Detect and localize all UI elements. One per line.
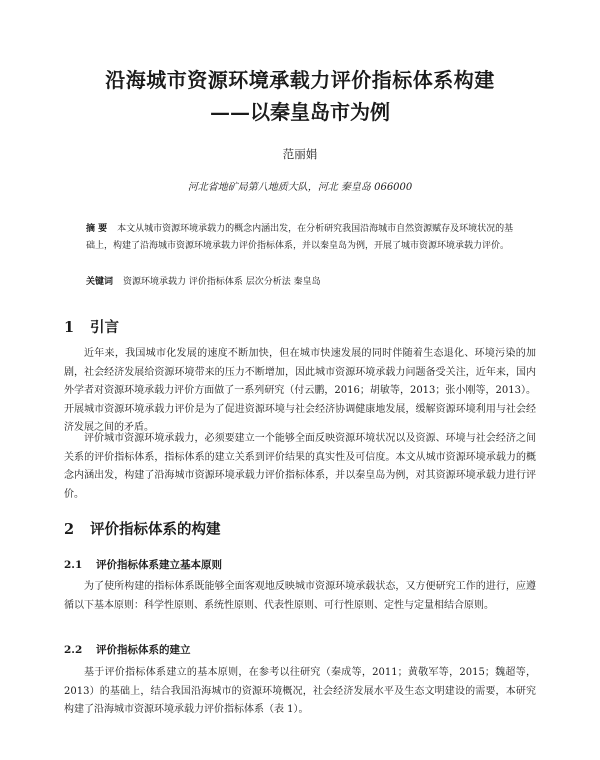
section-heading [64, 316, 119, 337]
body-paragraph: 为了使所构建的指标体系既能够全面客观地反映城市资源环境承载状态，又方便研究工作的进行，应遵循以下基本原则：科学性原则、系统性原则、代表性原则、可行性原则、定性与定量相结合原则。 [64, 581, 536, 611]
abstract [86, 221, 518, 255]
body-paragraph: 评价城市资源环境承载力，必须要建立一个能够全面反映资源环境状况以及资源、环境与社会经济之间关系的评价指标体系，指标体系的建立关系到评价结果的真实性及可信度。本文从城市资源环境承载力的概念内涵出发，构建了沿海城市资源环境承载力评价指标体系，并以秦皇岛为例，对其资源环境承载力进行评价。 [64, 433, 536, 500]
subsection-title: 评价指标体系的建立 [96, 644, 191, 656]
keywords [86, 274, 518, 291]
keywords-label: 关键词 [86, 277, 114, 287]
section-heading [64, 518, 221, 539]
subsection-title: 评价指标体系建立基本原则 [96, 559, 222, 571]
author-affiliation: 河北省地矿局第八地质大队，河北 秦皇岛 066000 [187, 182, 413, 193]
keywords-text: 资源环境承载力 评价指标体系 层次分析法 秦皇岛 [123, 277, 321, 287]
subsection-number: 2.2 [64, 644, 83, 656]
body-paragraph: 近年来，我国城市化发展的速度不断加快，但在城市快速发展的同时伴随着生态退化、环境污染的加剧，社会经济发展给资源环境带来的压力不断增加，因此城市资源环境承载力问题备受关注，近年来，国内外学者对资源环境承载力评价方面做了一系列研究（付云鹏，2016；胡敏等，2013；张小刚等，2013）。开展城市资源环境承载力评价是为了促进资源环境与社会经济协调健康地发展，缓解资源环境利用与社会经济发展之间的矛盾。 [64, 348, 536, 433]
abstract-label: 摘 要 [86, 224, 108, 234]
paper-subtitle: ——以秦皇岛市为例 [210, 100, 390, 124]
section-title: 引言 [90, 319, 119, 336]
subsection-heading [64, 642, 191, 657]
section-number: 2 [64, 521, 75, 538]
author-name: 范丽娟 [282, 147, 318, 161]
subsection-number: 2.1 [64, 559, 83, 571]
abstract-text: 本文从城市资源环境承载力的概念内涵出发，在分析研究我国沿海城市自然资源赋存及环境状况的基础上，构建了沿海城市资源环境承载力评价指标体系，并以秦皇岛为例，开展了城市资源环境承载力评价。 [86, 224, 514, 251]
body-paragraph: 基于评价指标体系建立的基本原则，在参考以往研究（秦成等，2011；黄敬军等，2015；魏超等，2013）的基础上，结合我国沿海城市的资源环境概况，社会经济发展水平及生态文明建设的需要，本研究构建了沿海城市资源环境承载力评价指标体系（表 1）。 [64, 667, 536, 715]
section-title: 评价指标体系的构建 [90, 521, 221, 538]
section-number: 1 [64, 319, 75, 336]
subsection-heading [64, 557, 222, 572]
paper-title: 沿海城市资源环境承载力评价指标体系构建 [105, 68, 495, 92]
